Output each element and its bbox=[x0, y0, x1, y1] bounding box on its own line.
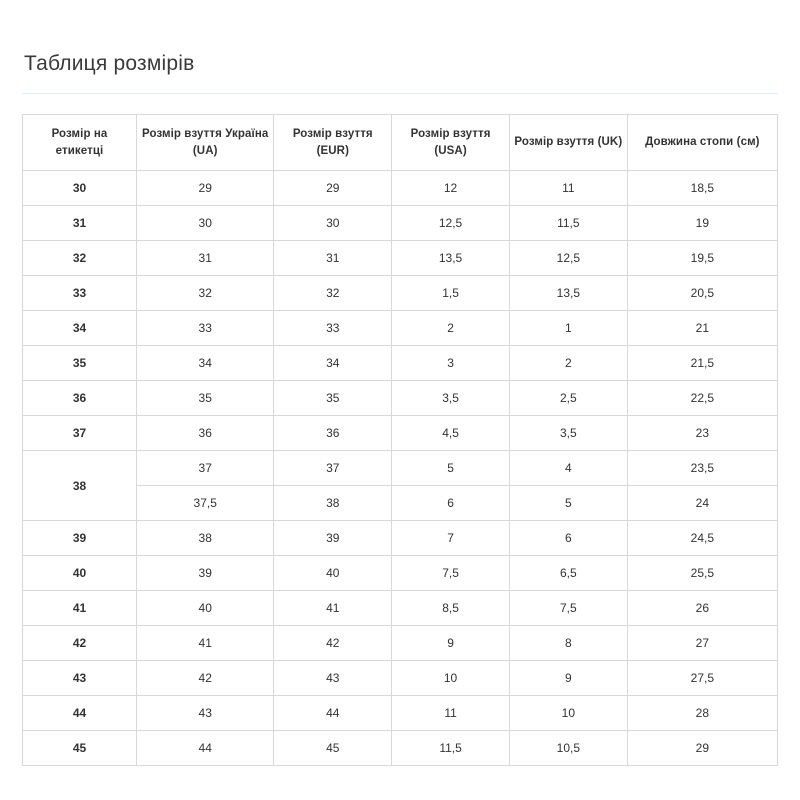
column-header-label: Розмір на етикетці bbox=[23, 115, 137, 171]
column-header-foot-length: Довжина стопи (см) bbox=[627, 115, 777, 171]
cell-label: 34 bbox=[23, 311, 137, 346]
cell-foot-length: 21 bbox=[627, 311, 777, 346]
cell-uk: 10 bbox=[509, 696, 627, 731]
cell-uk: 9 bbox=[509, 661, 627, 696]
cell-usa: 11 bbox=[392, 696, 510, 731]
table-header-row bbox=[23, 115, 778, 171]
cell-usa: 7,5 bbox=[392, 556, 510, 591]
cell-ua: 44 bbox=[137, 731, 274, 766]
cell-uk: 8 bbox=[509, 626, 627, 661]
cell-foot-length: 21,5 bbox=[627, 346, 777, 381]
cell-foot-length: 28 bbox=[627, 696, 777, 731]
cell-foot-length: 23,5 bbox=[627, 451, 777, 486]
cell-foot-length: 24,5 bbox=[627, 521, 777, 556]
cell-foot-length: 23 bbox=[627, 416, 777, 451]
cell-uk: 12,5 bbox=[509, 241, 627, 276]
cell-foot-length: 25,5 bbox=[627, 556, 777, 591]
table-row bbox=[23, 451, 778, 486]
cell-label: 33 bbox=[23, 276, 137, 311]
cell-uk: 10,5 bbox=[509, 731, 627, 766]
cell-usa: 1,5 bbox=[392, 276, 510, 311]
cell-label: 38 bbox=[23, 451, 137, 521]
cell-uk: 11 bbox=[509, 171, 627, 206]
size-table bbox=[22, 114, 778, 766]
cell-foot-length: 27,5 bbox=[627, 661, 777, 696]
table-row bbox=[23, 486, 778, 521]
cell-eur: 38 bbox=[274, 486, 392, 521]
table-row bbox=[23, 556, 778, 591]
cell-usa: 13,5 bbox=[392, 241, 510, 276]
cell-usa: 2 bbox=[392, 311, 510, 346]
cell-uk: 5 bbox=[509, 486, 627, 521]
cell-foot-length: 26 bbox=[627, 591, 777, 626]
table-row bbox=[23, 731, 778, 766]
table-row bbox=[23, 416, 778, 451]
cell-usa: 5 bbox=[392, 451, 510, 486]
cell-label: 35 bbox=[23, 346, 137, 381]
cell-ua: 37 bbox=[137, 451, 274, 486]
cell-eur: 43 bbox=[274, 661, 392, 696]
cell-uk: 3,5 bbox=[509, 416, 627, 451]
table-row bbox=[23, 591, 778, 626]
table-row bbox=[23, 241, 778, 276]
cell-ua: 41 bbox=[137, 626, 274, 661]
table-row bbox=[23, 626, 778, 661]
cell-foot-length: 19,5 bbox=[627, 241, 777, 276]
cell-eur: 40 bbox=[274, 556, 392, 591]
column-header-uk: Розмір взуття (UK) bbox=[509, 115, 627, 171]
cell-eur: 34 bbox=[274, 346, 392, 381]
cell-usa: 12,5 bbox=[392, 206, 510, 241]
table-body bbox=[23, 171, 778, 766]
table-header bbox=[23, 115, 778, 171]
cell-usa: 6 bbox=[392, 486, 510, 521]
cell-eur: 37 bbox=[274, 451, 392, 486]
cell-eur: 41 bbox=[274, 591, 392, 626]
cell-eur: 29 bbox=[274, 171, 392, 206]
cell-eur: 36 bbox=[274, 416, 392, 451]
cell-ua: 43 bbox=[137, 696, 274, 731]
cell-label: 45 bbox=[23, 731, 137, 766]
cell-ua: 42 bbox=[137, 661, 274, 696]
cell-usa: 7 bbox=[392, 521, 510, 556]
table-row bbox=[23, 276, 778, 311]
cell-ua: 37,5 bbox=[137, 486, 274, 521]
cell-label: 37 bbox=[23, 416, 137, 451]
column-header-ua: Розмір взуття Україна (UA) bbox=[137, 115, 274, 171]
cell-usa: 9 bbox=[392, 626, 510, 661]
cell-usa: 3 bbox=[392, 346, 510, 381]
cell-ua: 30 bbox=[137, 206, 274, 241]
table-row bbox=[23, 311, 778, 346]
cell-uk: 4 bbox=[509, 451, 627, 486]
cell-uk: 1 bbox=[509, 311, 627, 346]
title-divider bbox=[22, 93, 778, 94]
cell-eur: 35 bbox=[274, 381, 392, 416]
cell-usa: 3,5 bbox=[392, 381, 510, 416]
cell-uk: 7,5 bbox=[509, 591, 627, 626]
cell-uk: 13,5 bbox=[509, 276, 627, 311]
cell-foot-length: 22,5 bbox=[627, 381, 777, 416]
cell-uk: 2 bbox=[509, 346, 627, 381]
cell-label: 43 bbox=[23, 661, 137, 696]
cell-label: 32 bbox=[23, 241, 137, 276]
cell-ua: 40 bbox=[137, 591, 274, 626]
cell-ua: 34 bbox=[137, 346, 274, 381]
page-title: Таблиця розмірів bbox=[24, 52, 195, 75]
cell-foot-length: 24 bbox=[627, 486, 777, 521]
cell-eur: 30 bbox=[274, 206, 392, 241]
cell-uk: 2,5 bbox=[509, 381, 627, 416]
cell-label: 40 bbox=[23, 556, 137, 591]
table-row bbox=[23, 206, 778, 241]
cell-ua: 38 bbox=[137, 521, 274, 556]
cell-label: 44 bbox=[23, 696, 137, 731]
cell-eur: 45 bbox=[274, 731, 392, 766]
cell-foot-length: 27 bbox=[627, 626, 777, 661]
cell-eur: 33 bbox=[274, 311, 392, 346]
table-row bbox=[23, 521, 778, 556]
cell-ua: 36 bbox=[137, 416, 274, 451]
cell-label: 41 bbox=[23, 591, 137, 626]
cell-usa: 4,5 bbox=[392, 416, 510, 451]
cell-eur: 31 bbox=[274, 241, 392, 276]
cell-uk: 11,5 bbox=[509, 206, 627, 241]
cell-usa: 10 bbox=[392, 661, 510, 696]
column-header-usa: Розмір взуття (USA) bbox=[392, 115, 510, 171]
column-header-eur: Розмір взуття (EUR) bbox=[274, 115, 392, 171]
cell-usa: 12 bbox=[392, 171, 510, 206]
cell-ua: 31 bbox=[137, 241, 274, 276]
cell-label: 39 bbox=[23, 521, 137, 556]
table-row bbox=[23, 171, 778, 206]
cell-ua: 35 bbox=[137, 381, 274, 416]
cell-ua: 33 bbox=[137, 311, 274, 346]
cell-eur: 39 bbox=[274, 521, 392, 556]
table-row bbox=[23, 661, 778, 696]
cell-eur: 44 bbox=[274, 696, 392, 731]
cell-uk: 6,5 bbox=[509, 556, 627, 591]
cell-eur: 42 bbox=[274, 626, 392, 661]
cell-uk: 6 bbox=[509, 521, 627, 556]
table-row bbox=[23, 696, 778, 731]
cell-label: 31 bbox=[23, 206, 137, 241]
cell-label: 36 bbox=[23, 381, 137, 416]
cell-ua: 29 bbox=[137, 171, 274, 206]
cell-label: 30 bbox=[23, 171, 137, 206]
cell-ua: 32 bbox=[137, 276, 274, 311]
table-row bbox=[23, 346, 778, 381]
cell-foot-length: 20,5 bbox=[627, 276, 777, 311]
cell-eur: 32 bbox=[274, 276, 392, 311]
cell-ua: 39 bbox=[137, 556, 274, 591]
cell-usa: 8,5 bbox=[392, 591, 510, 626]
cell-usa: 11,5 bbox=[392, 731, 510, 766]
cell-foot-length: 18,5 bbox=[627, 171, 777, 206]
table-row bbox=[23, 381, 778, 416]
cell-label: 42 bbox=[23, 626, 137, 661]
cell-foot-length: 29 bbox=[627, 731, 777, 766]
cell-foot-length: 19 bbox=[627, 206, 777, 241]
